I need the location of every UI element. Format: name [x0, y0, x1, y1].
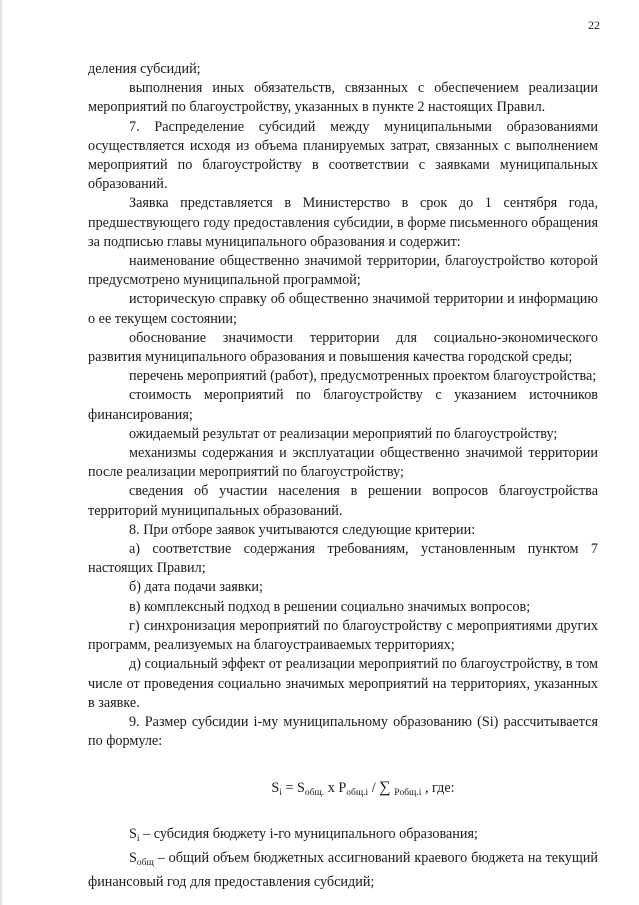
scan-edge — [0, 0, 3, 905]
paragraph: б) дата подачи заявки; — [129, 579, 263, 596]
paragraph: д) социальный эффект от реализации мероприятий по благоустройству, в том числе от проведения социально значимых мероприятий на территориях, указанных в заявке. — [88, 656, 598, 711]
paragraph: Заявка представляется в Министерство в срок до 1 сентября года, предшествующего году предоставления субсидии, в форме письменного обращения за подписью главы муниципального образования и содержит: — [88, 195, 598, 250]
paragraph: ожидаемый результат от реализации мероприятий по благоустройству; — [129, 425, 558, 442]
formula-s-sub: общ. — [304, 788, 325, 799]
definition-symbol-sub: i — [136, 833, 140, 844]
formula-lhs-sub: i — [279, 788, 282, 799]
page-number: 22 — [588, 18, 600, 32]
paragraph: механизмы содержания и эксплуатации общественно значимой территории после реализации мероприятий по благоустройству; — [88, 445, 598, 481]
formula-tail: , где: — [421, 780, 455, 797]
paragraph: стоимость мероприятий по благоустройству с указанием источников финансирования; — [88, 387, 598, 423]
definitions — [88, 825, 598, 893]
paragraph: обоснование значимости территории для социально-экономического развития муниципального образования и повышения качества городской среды; — [88, 329, 598, 366]
paragraph: г) синхронизация мероприятий по благоустройству с мероприятиями других программ, реализуемых на благоустраиваемых территориях; — [88, 617, 598, 654]
definition-symbol: S — [129, 825, 137, 842]
paragraph: в) комплексный подход в решении социально значимых вопросов; — [129, 598, 531, 615]
definition — [88, 849, 598, 892]
formula-div: / — [368, 780, 380, 797]
definition-text: – общий объем бюджетных ассигнований краевого бюджета на текущий финансовый год для предоставления субсидий; — [88, 849, 598, 890]
paragraph: историческую справку об общественно значимой территории и информацию о ее текущем состоянии; — [88, 291, 598, 327]
definition-symbol-sub: общ — [136, 857, 154, 868]
formula-lhs: S — [271, 780, 280, 797]
formula-p-sub: общ.i — [346, 788, 369, 799]
definition-text: – субсидия бюджету i-го муниципального образования; — [139, 825, 478, 842]
formula-sum: ∑ — [379, 779, 391, 797]
formula-eq: = — [281, 780, 298, 797]
paragraph: наименование общественно значимой территории, благоустройство которой предусмотрено муниципальной программой; — [88, 253, 598, 289]
paragraph: а) соответствие содержания требованиям, установленным пунктом 7 настоящих Правил; — [88, 541, 598, 577]
paragraph: перечень мероприятий (работ), предусмотренных проектом благоустройства; — [129, 368, 597, 385]
definition-symbol: S — [129, 849, 137, 866]
subsidy-formula — [88, 778, 598, 803]
formula-sum-term: Pобщ.i — [394, 788, 422, 799]
definition — [88, 825, 598, 849]
paragraph: выполнения иных обязательств, связанных с обеспечением реализации мероприятий по благоустройству, указанных в пункте 2 настоящих Правил. — [88, 80, 598, 116]
paragraphs — [88, 60, 598, 751]
paragraph: 7. Распределение субсидий между муниципальными образованиями осуществляется исходя из объема планируемых затрат, связанных с выполнением мероприятий по благоустройству в соответствии с заявками муниципальных образований. — [88, 118, 598, 193]
document-body — [88, 60, 598, 892]
formula-s: S — [297, 780, 305, 797]
paragraph: 9. Размер субсидии i-му муниципальному образованию (Si) рассчитывается по формуле: — [88, 713, 598, 750]
formula-times: x — [324, 780, 339, 797]
formula-p: P — [338, 780, 347, 797]
paragraph: сведения об участии населения в решении вопросов благоустройства территорий муниципальных образований. — [88, 483, 598, 519]
paragraph: 8. При отборе заявок учитываются следующие критерии: — [129, 521, 476, 538]
paragraph: деления субсидий; — [88, 61, 201, 77]
